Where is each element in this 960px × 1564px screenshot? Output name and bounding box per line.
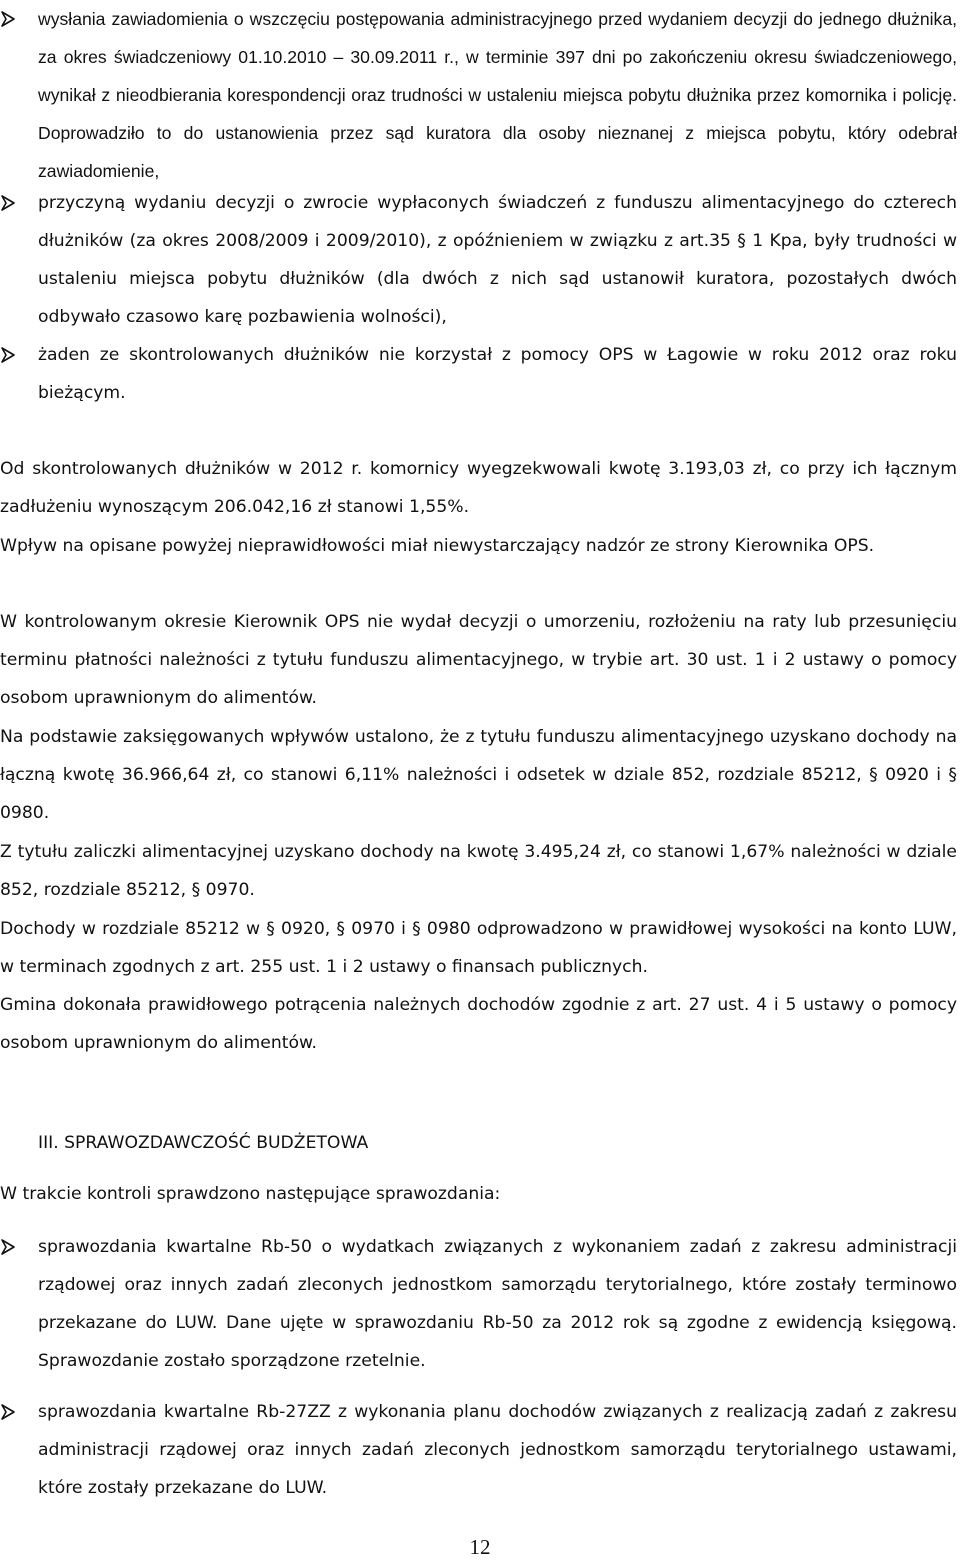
paragraph-transfer-luw: Dochody w rozdziale 85212 w § 0920, § 0970 i § 0980 odprowadzono w prawidłowej wysokości na konto LUW, w terminach zgodnych z art. 255 ust. 1 i 2 ustawy o finansach publicznych. xyxy=(0,919,957,978)
paragraph-deductions: Gmina dokonała prawidłowego potrącenia należnych dochodów zgodnie z art. 27 ust. 4 i 5 ustawy o pomocy osobom uprawnionym do alimentów. xyxy=(0,995,957,1054)
paragraph-income-fund: Na podstawie zaksięgowanych wpływów ustalono, że z tytułu funduszu alimentacyjnego uzyskano dochody na łączną kwotę 36.966,64 zł, co stanowi 6,11% należności i odsetek w dziale 852, rozdziale 85212, § 0920 i § 0980. xyxy=(0,727,957,824)
list-item-notification-continuation: Doprowadziło to do ustanowienia przez sąd kuratora dla osoby nieznanej z miejsca pobytu, który odebrał zawiadomienie, xyxy=(38,123,957,182)
bullet-arrow-icon xyxy=(0,336,18,374)
paragraph-no-decisions: W kontrolowanym okresie Kierownik OPS nie wydał decyzji o umorzeniu, rozłożeniu na raty lub przesunięciu terminu płatności należności z tytułu funduszu alimentacyjnego, w trybie art. 30 ust. 1 i 2 ustawy o pomocy osobom uprawnionym do alimentów. xyxy=(0,612,957,709)
list-item-rb27zz: sprawozdania kwartalne Rb-27ZZ z wykonania planu dochodów związanych z realizacją zadań z zakresu administracji rządowej oraz innych zadań zleconych jednostkom samorządu terytorialnego ustawami, które zostały przekazane do LUW. xyxy=(38,1402,957,1499)
paragraph-enforcement: Od skontrolowanych dłużników w 2012 r. komornicy wyegzekwowali kwotę 3.193,03 zł, co przy ich łącznym zadłużeniu wynoszącym 206.042,16 zł stanowi 1,55%. xyxy=(0,459,957,518)
list-item-rb50: sprawozdania kwartalne Rb-50 o wydatkach związanych z wykonaniem zadań z zakresu administracji rządowej oraz innych zadań zleconych jednostkom samorządu terytorialnego, które zostały terminowo przekazane do LUW. Dane ujęte w sprawozdaniu Rb-50 za 2012 rok są zgodne z ewidencją księgową. Sprawozdanie zostało sporządzone rzetelnie. xyxy=(38,1237,957,1372)
list-item-no-ops-help: żaden ze skontrolowanych dłużników nie korzystał z pomocy OPS w Łagowie w roku 2012 oraz roku bieżącym. xyxy=(38,345,957,404)
bullet-arrow-icon xyxy=(0,0,18,38)
section-intro: W trakcie kontroli sprawdzono następujące sprawozdania: xyxy=(0,1184,501,1204)
page-number: 12 xyxy=(469,1535,491,1559)
list-item-refund-decision: przyczyną wydaniu decyzji o zwrocie wypłaconych świadczeń z funduszu alimentacyjnego do czterech dłużników (za okres 2008/2009 i 2009/2010), z opóźnieniem w związku z art.35 § 1 Kpa, były trudności w ustaleniu miejsca pobytu dłużników (dla dwóch z nich sąd ustanowił kuratora, pozostałych dwóch odbywało czasowo karę pozbawienia wolności), xyxy=(38,193,957,328)
bullet-arrow-icon xyxy=(0,184,18,222)
list-item-notification-text: wysłania zawiadomienia o wszczęciu postępowania administracyjnego przed wydaniem decyzji do jednego dłużnika, za okres świadczeniowy 01.10.2010 – 30.09.2011 r., w terminie 397 dni po zakończeniu okresu świadczeniowego, wynikał z nieodbierania korespondencji oraz trudności w ustaleniu miejsca pobytu dłużnika przez komornika i policję. xyxy=(38,9,957,106)
list-item-notification xyxy=(38,0,957,190)
section-heading: III. SPRAWOZDAWCZOŚĆ BUDŻETOWA xyxy=(38,1133,369,1153)
paragraph-advance-income: Z tytułu zaliczki alimentacyjnej uzyskano dochody na kwotę 3.495,24 zł, co stanowi 1,67% należności w dziale 852, rozdziale 85212, § 0970. xyxy=(0,842,957,901)
bullet-arrow-icon xyxy=(0,1393,18,1431)
paragraph-supervision: Wpływ na opisane powyżej nieprawidłowości miał niewystarczający nadzór ze strony Kierownika OPS. xyxy=(0,536,875,556)
bullet-arrow-icon xyxy=(0,1228,18,1266)
